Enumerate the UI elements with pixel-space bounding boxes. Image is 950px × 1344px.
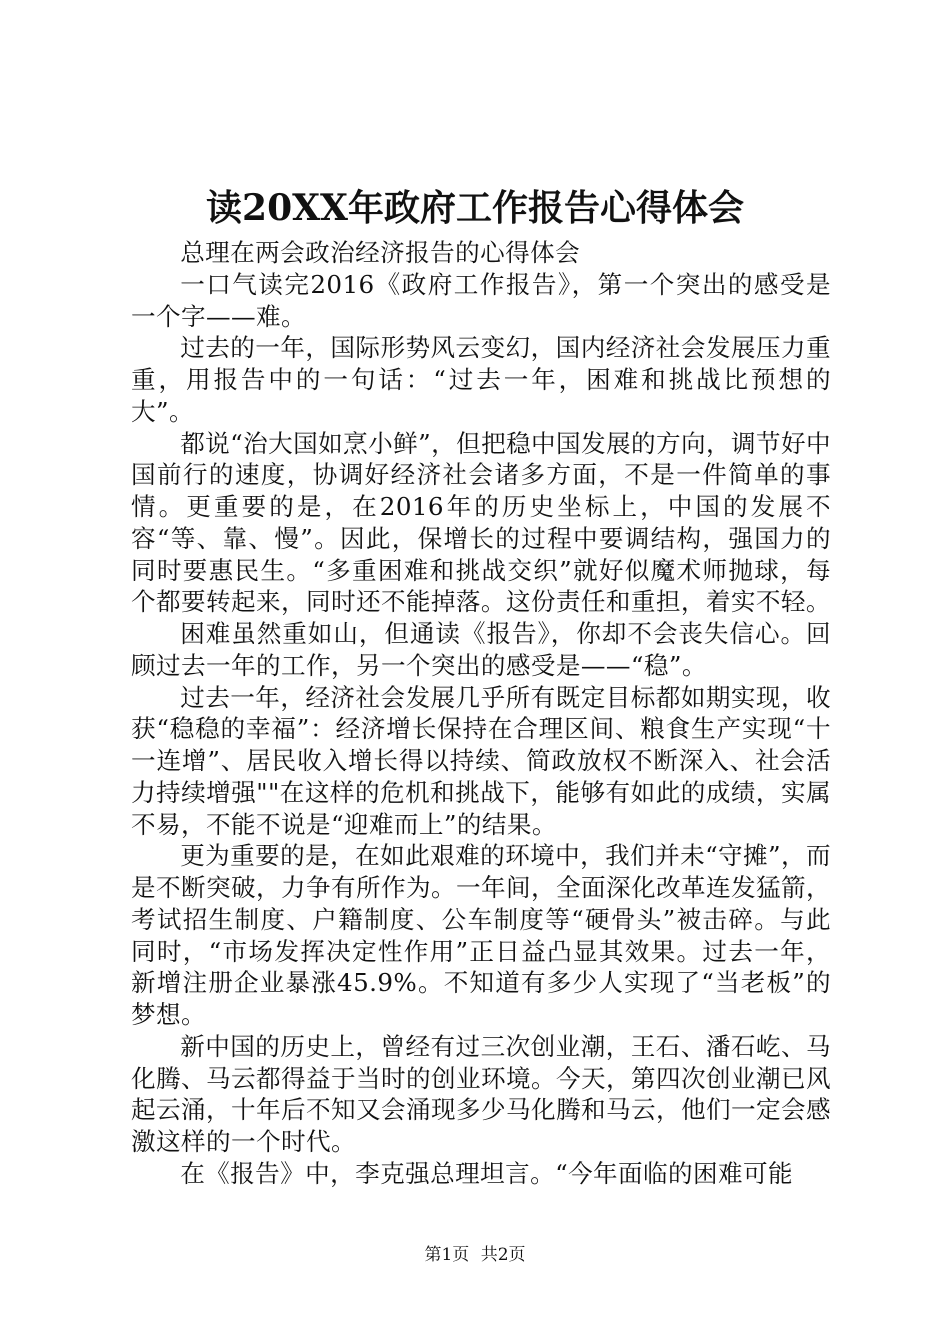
paragraph: 更为重要的是，在如此艰难的环境中，我们并未“守摊”，而是不断突破，力争有所作为。一年间，全面深化改革连发猛箭，考试招生制度、户籍制度、公车制度等“硬骨头”被击碎。与此同时，“市场发挥决定性作用”正日益凸显其效果。过去一年，新增注册企业暴涨45.9%。不知道有多少人实现了“当老板”的梦想。	[131, 841, 831, 1029]
page-total: 共2页	[480, 1245, 526, 1265]
paragraph: 都说“治大国如烹小鲜”，但把稳中国发展的方向，调节好中国前行的速度，协调好经济社会诸多方面，不是一件简单的事情。更重要的是，在2016年的历史坐标上，中国的发展不容“等、靠、慢”。因此，保增长的过程中要调结构，强国力的同时要惠民生。“多重困难和挑战交织”就好似魔术师抛球，每个都要转起来，同时还不能掉落。这份责任和重担，着实不轻。	[131, 428, 831, 617]
document-body	[131, 237, 831, 1190]
page-number: 第1页	[424, 1245, 470, 1265]
paragraph: 过去的一年，国际形势风云变幻，国内经济社会发展压力重重，用报告中的一句话：“过去一年，困难和挑战比预想的大”。	[131, 333, 831, 426]
paragraph: 困难虽然重如山，但通读《报告》，你却不会丧失信心。回顾过去一年的工作，另一个突出的感受是——“稳”。	[131, 619, 831, 680]
paragraph: 在《报告》中，李克强总理坦言。“今年面临的困难可能	[180, 1158, 794, 1188]
paragraph: 新中国的历史上，曾经有过三次创业潮，王石、潘石屹、马化腾、马云都得益于当时的创业环境。今天，第四次创业潮已风起云涌，十年后不知又会涌现多少马化腾和马云，他们一定会感激这样的一个时代。	[131, 1031, 831, 1156]
page-footer	[0, 1243, 950, 1267]
paragraph: 总理在两会政治经济报告的心得体会	[180, 238, 581, 267]
document-title: 读20XX年政府工作报告心得体会	[206, 187, 744, 229]
paragraph: 一口气读完2016《政府工作报告》，第一个突出的感受是一个字——难。	[131, 269, 831, 331]
paragraph: 过去一年，经济社会发展几乎所有既定目标都如期实现，收获“稳稳的幸福”：经济增长保持在合理区间、粮食生产实现“十一连增”、居民收入增长得以持续、简政放权不断深入、社会活力持续增强""在这样的危机和挑战下，能够有如此的成绩，实属不易，不能不说是“迎难而上”的结果。	[131, 682, 831, 839]
